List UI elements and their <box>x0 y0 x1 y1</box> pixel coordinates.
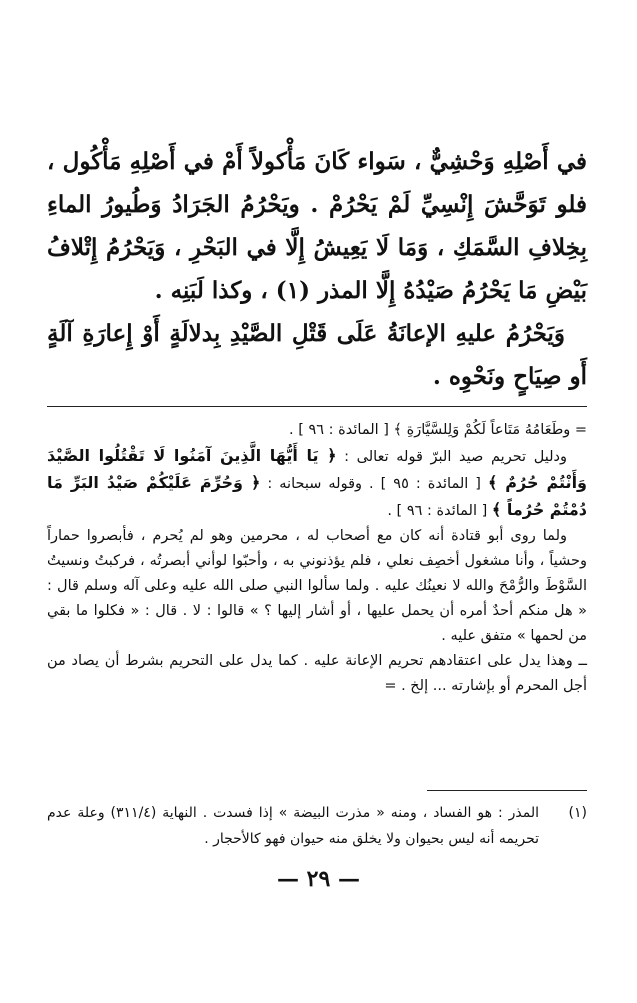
note-text: ودليل تحريم صيد البرّ قوله تعالى : <box>336 449 567 465</box>
note-text: [ المائدة : ٩٥ ] . وقوله سبحانه : <box>260 476 488 492</box>
quran-verse: ﴿ وَحُرِّمَ عَلَيْكُمْ صَيْدُ البَرِّ مَا دُمْتُمْ حُرُماً ﴾ <box>47 473 587 519</box>
note-paragraph: ــ وهذا يدل على اعتقادهم تحريم الإعانة عليه . كما يدل على التحريم بشرط أن يصاد من أجل المحرم أو بإشارته ... إلخ . = <box>47 653 587 694</box>
note-paragraph <box>47 443 587 524</box>
footnote-separator <box>427 790 587 791</box>
main-paragraph: في أَصْلِهِ وَحْشِيٌّ ، سَواء كَانَ مَأْكولاً أَمْ في أَصْلِهِ مَأْكُول ، فلو تَوَحَّشَ إِنْسِيِّ لَمْ يَحْرُمْ . ويَحْرُمُ الجَرَادُ وَطُيورُ الماءِ بِخِلافِ السَّمَكِ ، وَمَا لَا يَعِيشُ إِلَّا في البَحْرِ ، وَيَحْرُمُ إِتْلافُ بَيْضِ مَا يَحْرُمُ صَيْدُهُ إِلَّا المذر (١) ، وكذا لَبَنِه . <box>47 148 587 304</box>
footnote-text: المذر : هو الفساد ، ومنه « مذرت البيضة » إذا فسدت . النهاية (٣١١/٤) وعلة عدم تحريمه أنه ليس بحيوان ولا يخلق منه حيوان فهو كالأحجار . <box>47 805 539 847</box>
footnote-number: (١) <box>568 805 587 821</box>
main-paragraph: وَيَحْرُمُ عليهِ الإعانَةُ عَلَى قَتْلِ الصَّيْدِ بِدلالَةٍ أَوْ إِعارَةِ آلَةٍ أَو صِيَاحٍ ونَحْوِه . <box>47 320 587 390</box>
commentary-notes <box>47 418 587 699</box>
note-paragraph: ولما روى أبو قتادة أنه كان مع أصحاب له ، محرمين وهو لم يُحرم ، فأبصروا حماراً وحشياً ، وأنا مشغول أخصِف نعلي ، فلم يؤذنوني به ، وأحبّوا لوأني أبصرتُه ، فركبتُ ونسيتُ السَّوْطَ والرُّمْحَ والله لا نعينُك عليه . ولما سألوا النبي صلى الله عليه وعلى آله وسلم قال : « هل منكم أحدٌ أمره أن يحمل عليها ، أو أشار إليها ؟ » قالوا : لا . قال : « فكلوا ما بقي من لحمها » متفق عليه . <box>47 528 587 644</box>
separator-line <box>47 406 587 407</box>
page-number: — ٢٩ — <box>277 866 360 892</box>
note-paragraph: = وطَعَامُهُ مَتَاعاً لَكُمْ وَلِلسَّيَّارَةِ ﴾ [ المائدة : ٩٦ ] . <box>289 422 587 438</box>
main-text <box>47 140 587 398</box>
quran-verse: ﴿ يَا أَيُّهَا الَّذِينَ آمَنُوا لَا تَقْتُلُوا الصَّيْدَ وَأَنْتُمْ حُرُمٌ ﴾ <box>47 446 587 492</box>
footnote <box>47 800 587 852</box>
note-text: [ المائدة : ٩٦ ] . <box>387 503 492 519</box>
